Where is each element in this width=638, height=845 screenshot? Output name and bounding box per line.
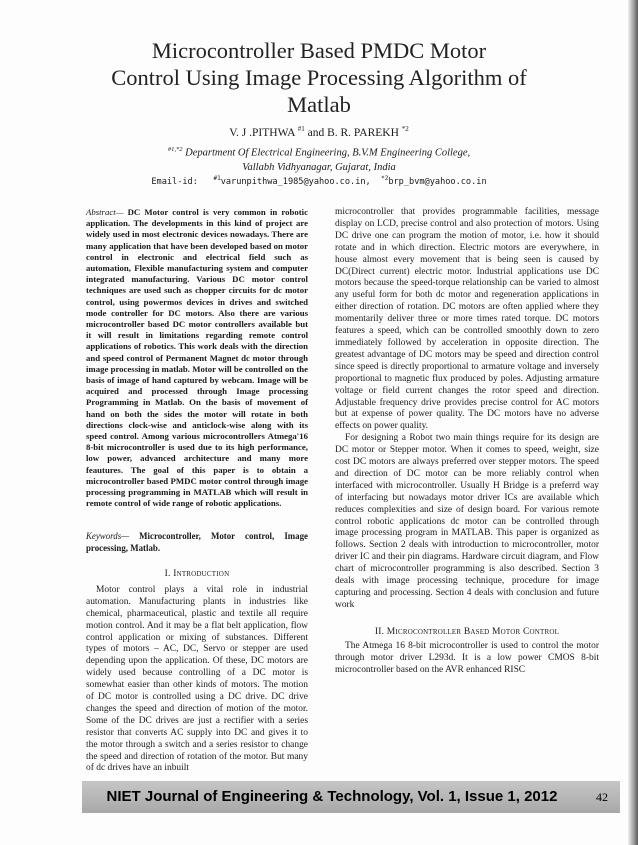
department: Department Of Electrical Engineering, B.V.M Engineering College,: [185, 147, 471, 159]
section-1-title: Introduction: [173, 568, 230, 579]
email-2-marker: *2: [381, 175, 389, 182]
robot-design-paragraph: For designing a Robot two main things require for its design are DC motor or Stepper motor. When it comes to speed, weight, size cost DC motors are always preferred over stepper motors. The speed and direction of DC motor can be more reliably control when interfaced with microcontroller. Usually H Bridge is a preferrd way of interfacing but nowadays motor driver ICs are available which reduces complexities and size of design board. For various remote control robotic applications dc motor can be controlled through image processing program in MATLAB. This paper is organized as follows. Section 2 deals with introduction to microcontroller, motor driver IC and their pin diagrams. Hardware circuit diagram, and Flow chart of microcontroller programming is also described. Section 3 deals with image processing technique, procedure for image capturing and processing. Section 4 deals with conclusion and future work: [335, 433, 599, 610]
keywords-lead: Keywords—: [86, 531, 130, 542]
keywords: [86, 531, 308, 553]
author-2-marker: *2: [401, 125, 409, 133]
affiliation-marker: #1,*2: [167, 146, 183, 153]
email-2: brp_bvm@yahoo.co.in: [388, 176, 487, 187]
author-2: B. R. PAREKH: [327, 126, 399, 139]
abstract-text: DC Motor control is very common in robotic application. The developments in this kind of project are widely used in most electronic devices nowadays. There are many application that have been developed based on motor control in electronic and electrical field such as automation, Flexible manufacturing system and computer integrated manufacturing. Various DC motor control techniques are used such as chopper circuits for dc motor control, using powermos devices in drives and switched mode controller for DC motors. Also there are various microcontroller based DC motor controllers available but it will result in limitations regarding remote control applications of robotics. This work deals with the direction and speed control of Permanent Magnet dc motor through image processing in matlab. Motor will be controlled on the basis of image of hand captured by webcam. Image will be acquired and processed through Image processing Programming in Matlab. On the basis of movement of hand on both the sides the motor will rotate in both directions clock-wise and anticlock-wise along with its speed control. Among various microcontrollers Atmega'16 8-bit microcontroller is used due to its high performance, low power, advanced architecture and many more feautures. The goal of this paper is to obtain a microcontroller based PMDC motor control through image processing programming in MATLAB which will result in remote control of wide range of robotic applications.: [86, 207, 308, 509]
microcontroller-paragraph: The Atmega 16 8-bit microcontroller is used to control the motor through motor driver L293d. It is a low power CMOS 8-bit microcontroller based on the AVR enhanced RISC: [335, 640, 599, 675]
abstract-lead: Abstract—: [86, 207, 124, 217]
author-line: [0, 125, 638, 139]
section-1-heading: [86, 569, 308, 579]
keywords-text: Microcontroller, Motor control, Image processing, Matlab.: [86, 531, 308, 553]
right-column: [335, 207, 599, 677]
left-column: [86, 207, 308, 775]
intro-paragraph: Motor control plays a vital role in industrial automation. Manufacturing plants in industries like chemical, pharmaceutical, plastic and textile all require motion control. And it may be a flat belt application, flow control application or mixing of substances. Different types of motors – AC, DC, Servo or stepper are used depending upon the application. Of these, DC motors are widely used because controlling of a DC motor is somewhat easier than other kinds of motors. The motion of DC motor is controlled using a DC drive. DC drive changes the speed and direction of motion of the motor. Some of the DC drives are just a rectifier with a series resistor that converts AC supply into DC and gives it to the motor through a switch and a series resistor to change the speed and direction of rotation of the motor. But many of dc drives have an inbuilt: [86, 584, 308, 774]
section-2-title: Microcontroller Based Motor Control: [386, 626, 560, 637]
location: Vallabh Vidhyanagar, Gujarat, India: [242, 161, 396, 173]
section-1-number: I.: [164, 568, 171, 579]
affiliation: [0, 143, 638, 175]
email-label: Email-id:: [151, 176, 198, 187]
abstract: [86, 207, 308, 509]
title-line-1: Microcontroller Based PMDC Motor: [151, 38, 487, 63]
author-1: V. J .PITHWA: [229, 126, 295, 139]
journal-name: NIET Journal of Engineering & Technology, Vol. 1, Issue 1, 2012: [106, 788, 558, 805]
section-2-number: II.: [374, 626, 385, 637]
section-2-heading: [335, 627, 599, 637]
email-1-marker: #1: [213, 175, 221, 182]
email-1: varunpithwa_1985@yahoo.co.in,: [220, 176, 371, 187]
paper-title: [60, 37, 578, 118]
author-1-marker: #1: [297, 125, 305, 133]
title-line-3: Matlab: [287, 92, 351, 117]
author-connector: and: [307, 126, 325, 139]
page-number: 42: [596, 790, 608, 804]
intro-continued: microcontroller that provides programmable facilities, message display on LCD, precise control and also protection of motors. Using DC drive one can program the motion of motor, i.e. how it should rotate and in which direction. Electric motors are everywhere, in house almost every movement that is being seen is caused by DC(Direct current) electric motor. Industrial applications use DC motors because the speed-torque relationship can be varied to almost any useful form for both dc motor and regeneration applications in either direction of rotation. DC motors are often applied where they momentarily deliver three or more times rated torque. DC motors features a speed, which can be controlled smoothly down to zero immediately followed by acceleration in opposite direction. The greatest advantage of DC motors may be speed and direction control since speed is directly proportional to armature voltage and inversely proportional to magnetic flux produced by poles. Adjusting armature voltage or field current changes the rotor speed and direction. Adjustable frequency drive provides precise control for AC motors but at expense of power quality. The DC motors have no adverse effects on power quality.: [335, 207, 599, 432]
email-line: [0, 175, 638, 187]
title-line-2: Control Using Image Processing Algorithm of: [111, 65, 527, 90]
